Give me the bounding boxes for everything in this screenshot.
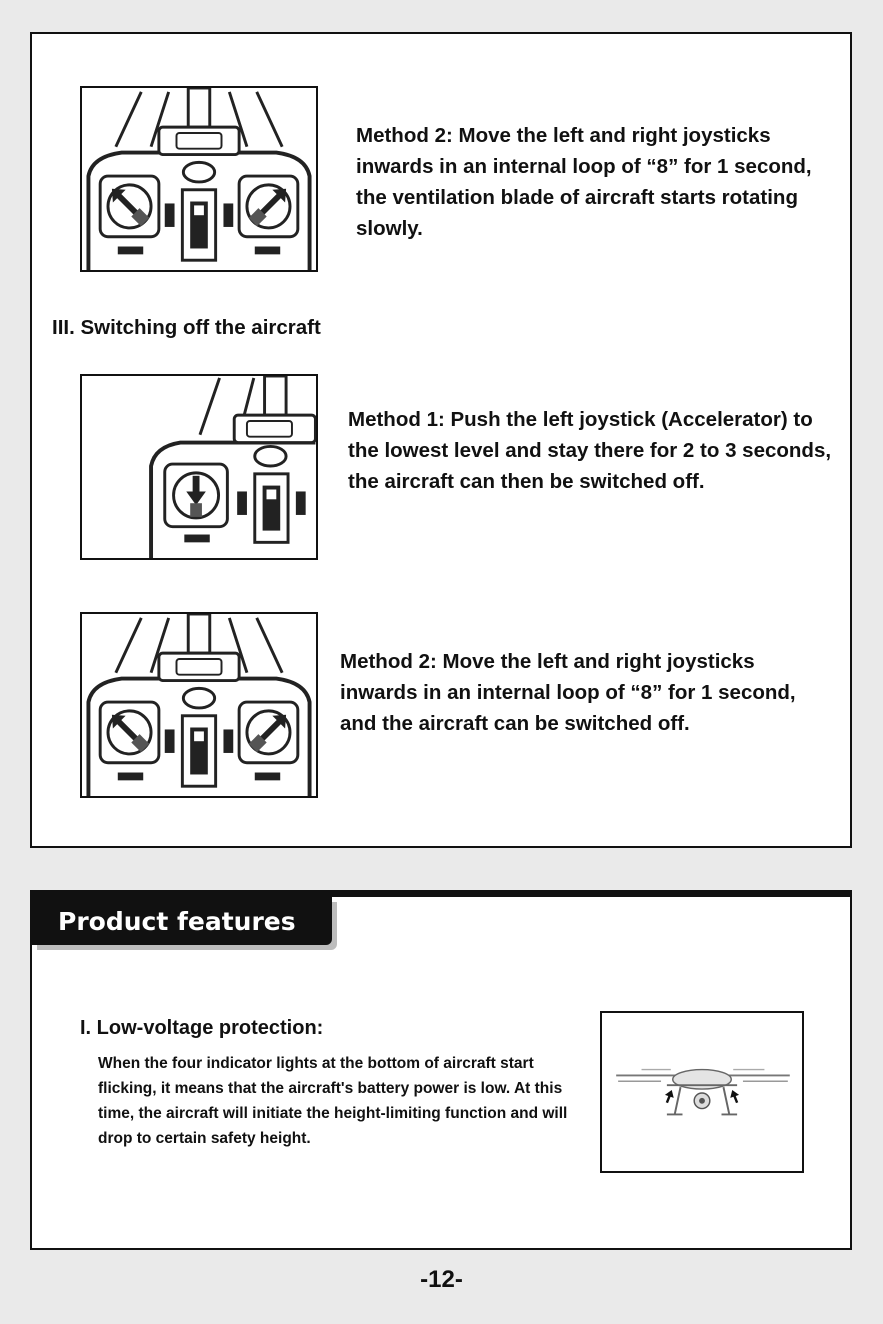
switch-on-method-2-text: Method 2: Move the left and right joysticks inwards in an internal loop of “8” for 1 second, the ventilation blade of aircraft starts rotating slowly.	[356, 124, 812, 240]
product-features-tab: Product features	[32, 897, 332, 945]
low-voltage-heading: I. Low-voltage protection:	[80, 1017, 324, 1039]
switch-off-method-1-text: Method 1: Push the left joystick (Accelerator) to the lowest level and stay there for 2 to 3 seconds, the aircraft can then be switched off.	[348, 408, 832, 493]
low-voltage-description: When the four indicator lights at the bottom of aircraft start flicking, it means that the aircraft's battery power is low. At this time, the aircraft will initiate the height-limiting function and will drop to certain safety height.	[98, 1055, 568, 1147]
switching-off-heading: III. Switching off the aircraft	[52, 316, 321, 339]
transmitter-illustration-left-stick-down	[80, 374, 318, 560]
product-features-panel	[30, 890, 852, 1250]
transmitter-drawing	[82, 88, 316, 270]
drone-drawing	[602, 1013, 802, 1171]
transmitter-illustration-inward-off	[80, 612, 318, 798]
drone-illustration	[600, 1011, 804, 1173]
transmitter-illustration-inward-on	[80, 86, 318, 272]
switch-off-method-2-text: Method 2: Move the left and right joysticks inwards in an internal loop of “8” for 1 second, and the aircraft can be switched off.	[340, 650, 796, 735]
page-number: -12-	[420, 1266, 463, 1293]
instructions-panel	[30, 32, 852, 848]
transmitter-drawing-partial	[82, 376, 316, 558]
transmitter-drawing	[82, 614, 316, 796]
